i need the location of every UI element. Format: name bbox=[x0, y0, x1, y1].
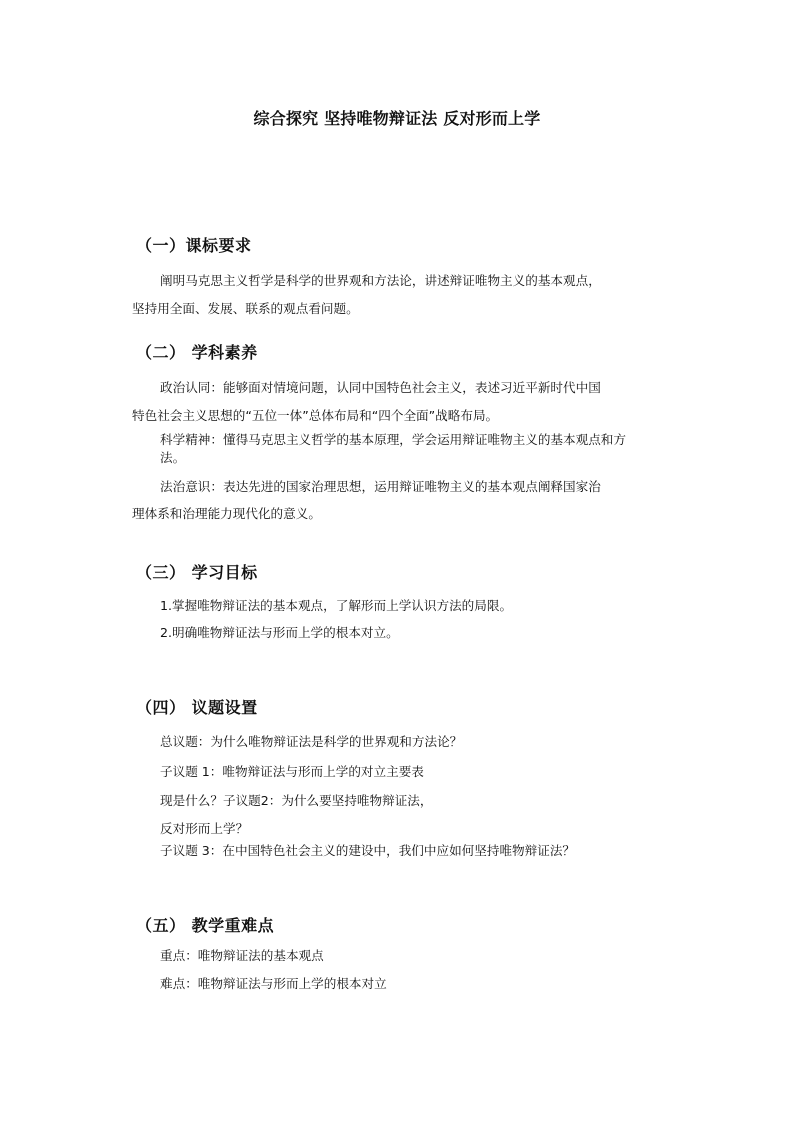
section-text-line: 总议题：为什么唯物辩证法是科学的世界观和方法论？ bbox=[160, 734, 463, 749]
section-heading-course-standards: （一）课标要求 bbox=[136, 236, 252, 255]
section-text-line: 理体系和治理能力现代化的意义。 bbox=[132, 506, 321, 521]
section-text-line: 子议题 3：在中国特色社会主义的建设中，我们中应如何坚持唯物辩证法？ bbox=[160, 843, 576, 858]
section-heading-topic-setting: （四） 议题设置 bbox=[136, 698, 258, 717]
document-title: 综合探究 坚持唯物辩证法 反对形而上学 bbox=[253, 109, 541, 128]
section-text-line: 法。 bbox=[160, 450, 186, 465]
section-text-line: 特色社会主义思想的“五位一体”总体布局和“四个全面”战略布局。 bbox=[132, 408, 499, 423]
section-text-line: 2.明确唯物辩证法与形而上学的根本对立。 bbox=[160, 625, 399, 640]
section-text-line: 子议题 1：唯物辩证法与形而上学的对立主要表 bbox=[160, 764, 424, 779]
section-text-line: 反对形而上学？ bbox=[160, 821, 249, 836]
section-heading-learning-objectives: （三） 学习目标 bbox=[136, 563, 258, 582]
section-heading-core-competencies: （二） 学科素养 bbox=[136, 343, 258, 362]
section-text-line: 1.掌握唯物辩证法的基本观点，了解形而上学认识方法的局限。 bbox=[160, 598, 513, 613]
section-text-line: 科学精神：懂得马克思主义哲学的基本原理，学会运用辩证唯物主义的基本观点和方 bbox=[160, 432, 626, 447]
section-text-line: 政治认同：能够面对情境问题，认同中国特色社会主义，表述习近平新时代中国 bbox=[160, 380, 601, 395]
section-text-line: 阐明马克思主义哲学是科学的世界观和方法论，讲述辩证唯物主义的基本观点， bbox=[160, 273, 601, 288]
section-text-line: 难点：唯物辩证法与形而上学的根本对立 bbox=[160, 976, 387, 991]
section-text-line: 现是什么？子议题2：为什么要坚持唯物辩证法， bbox=[160, 793, 433, 808]
section-text-line: 法治意识：表达先进的国家治理思想，运用辩证唯物主义的基本观点阐释国家治 bbox=[160, 479, 601, 494]
section-text-line: 坚持用全面、发展、联系的观点看问题。 bbox=[132, 301, 359, 316]
section-heading-key-points: （五） 教学重难点 bbox=[136, 916, 275, 935]
section-text-line: 重点：唯物辩证法的基本观点 bbox=[160, 948, 324, 963]
